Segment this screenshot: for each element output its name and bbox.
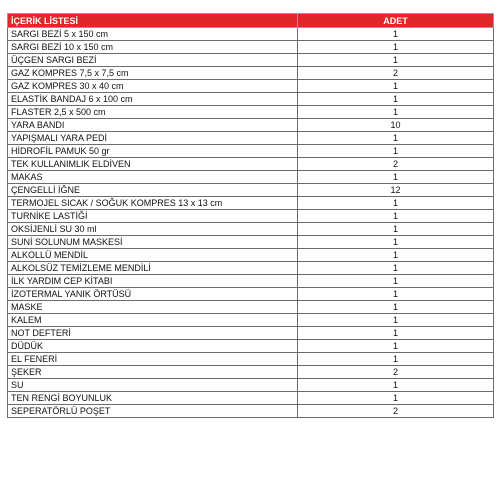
table-row	[8, 340, 494, 353]
table-row	[8, 145, 494, 158]
item-quantity-cell: 1	[298, 106, 494, 119]
table-row	[8, 158, 494, 171]
header-contents-list: İÇERİK LİSTESİ	[8, 14, 298, 28]
item-quantity-cell: 2	[298, 158, 494, 171]
item-quantity-cell: 1	[298, 353, 494, 366]
item-quantity-cell: 2	[298, 67, 494, 80]
table-row	[8, 236, 494, 249]
item-quantity-cell: 1	[298, 288, 494, 301]
item-name-cell: YAPIŞMALI YARA PEDİ	[8, 132, 298, 145]
table-row	[8, 210, 494, 223]
item-quantity-cell: 1	[298, 262, 494, 275]
table-row	[8, 379, 494, 392]
table-row	[8, 67, 494, 80]
item-name-cell: İZOTERMAL YANIK ÖRTÜSÜ	[8, 288, 298, 301]
table-row	[8, 132, 494, 145]
item-name-cell: SUNİ SOLUNUM MASKESİ	[8, 236, 298, 249]
item-name-cell: ŞEKER	[8, 366, 298, 379]
table-row	[8, 314, 494, 327]
item-quantity-cell: 1	[298, 41, 494, 54]
item-name-cell: MASKE	[8, 301, 298, 314]
item-quantity-cell: 10	[298, 119, 494, 132]
contents-table	[7, 13, 494, 418]
item-quantity-cell: 1	[298, 197, 494, 210]
item-name-cell: SARGI BEZİ 10 x 150 cm	[8, 41, 298, 54]
item-quantity-cell: 1	[298, 314, 494, 327]
item-name-cell: NOT DEFTERİ	[8, 327, 298, 340]
item-name-cell: MAKAS	[8, 171, 298, 184]
item-name-cell: ALKOLLÜ MENDİL	[8, 249, 298, 262]
table-row	[8, 223, 494, 236]
table-row	[8, 28, 494, 41]
item-name-cell: ÇENGELLİ İĞNE	[8, 184, 298, 197]
table-row	[8, 197, 494, 210]
item-quantity-cell: 1	[298, 145, 494, 158]
table-row	[8, 41, 494, 54]
item-quantity-cell: 2	[298, 366, 494, 379]
table-body	[8, 28, 494, 418]
table-row	[8, 119, 494, 132]
table-row	[8, 275, 494, 288]
item-name-cell: TEK KULLANIMLIK ELDİVEN	[8, 158, 298, 171]
item-name-cell: GAZ KOMPRES 30 x 40 cm	[8, 80, 298, 93]
table-row	[8, 327, 494, 340]
item-name-cell: ELASTİK BANDAJ 6 x 100 cm	[8, 93, 298, 106]
item-quantity-cell: 12	[298, 184, 494, 197]
contents-table-wrapper	[7, 13, 493, 418]
item-quantity-cell: 1	[298, 80, 494, 93]
table-row	[8, 106, 494, 119]
item-quantity-cell: 1	[298, 379, 494, 392]
table-row	[8, 301, 494, 314]
item-quantity-cell: 1	[298, 171, 494, 184]
item-name-cell: SARGI BEZİ 5 x 150 cm	[8, 28, 298, 41]
item-name-cell: ALKOLSÜZ TEMİZLEME MENDİLİ	[8, 262, 298, 275]
item-quantity-cell: 2	[298, 405, 494, 418]
table-row	[8, 54, 494, 67]
item-name-cell: YARA BANDI	[8, 119, 298, 132]
item-quantity-cell: 1	[298, 54, 494, 67]
header-row	[8, 14, 494, 28]
item-name-cell: EL FENERİ	[8, 353, 298, 366]
item-quantity-cell: 1	[298, 249, 494, 262]
table-row	[8, 171, 494, 184]
item-name-cell: ÜÇGEN SARGI BEZİ	[8, 54, 298, 67]
item-quantity-cell: 1	[298, 392, 494, 405]
item-quantity-cell: 1	[298, 327, 494, 340]
item-name-cell: DÜDÜK	[8, 340, 298, 353]
item-name-cell: KALEM	[8, 314, 298, 327]
item-name-cell: SEPERATÖRLÜ POŞET	[8, 405, 298, 418]
item-quantity-cell: 1	[298, 28, 494, 41]
item-quantity-cell: 1	[298, 223, 494, 236]
table-row	[8, 184, 494, 197]
table-row	[8, 262, 494, 275]
table-row	[8, 93, 494, 106]
item-name-cell: GAZ KOMPRES 7,5 x 7,5 cm	[8, 67, 298, 80]
table-row	[8, 80, 494, 93]
item-name-cell: TEN RENGİ BOYUNLUK	[8, 392, 298, 405]
table-row	[8, 353, 494, 366]
table-header	[8, 14, 494, 28]
header-quantity: ADET	[298, 14, 494, 28]
item-quantity-cell: 1	[298, 236, 494, 249]
item-quantity-cell: 1	[298, 275, 494, 288]
item-name-cell: SU	[8, 379, 298, 392]
table-row	[8, 405, 494, 418]
item-name-cell: HİDROFİL PAMUK 50 gr	[8, 145, 298, 158]
table-row	[8, 288, 494, 301]
item-name-cell: İLK YARDIM CEP KİTABI	[8, 275, 298, 288]
table-row	[8, 249, 494, 262]
item-quantity-cell: 1	[298, 340, 494, 353]
table-row	[8, 392, 494, 405]
item-quantity-cell: 1	[298, 93, 494, 106]
item-name-cell: TERMOJEL SICAK / SOĞUK KOMPRES 13 x 13 cm	[8, 197, 298, 210]
item-quantity-cell: 1	[298, 210, 494, 223]
item-quantity-cell: 1	[298, 301, 494, 314]
item-name-cell: TURNİKE LASTİĞİ	[8, 210, 298, 223]
item-quantity-cell: 1	[298, 132, 494, 145]
item-name-cell: OKSİJENLİ SU 30 ml	[8, 223, 298, 236]
table-row	[8, 366, 494, 379]
item-name-cell: FLASTER 2,5 x 500 cm	[8, 106, 298, 119]
